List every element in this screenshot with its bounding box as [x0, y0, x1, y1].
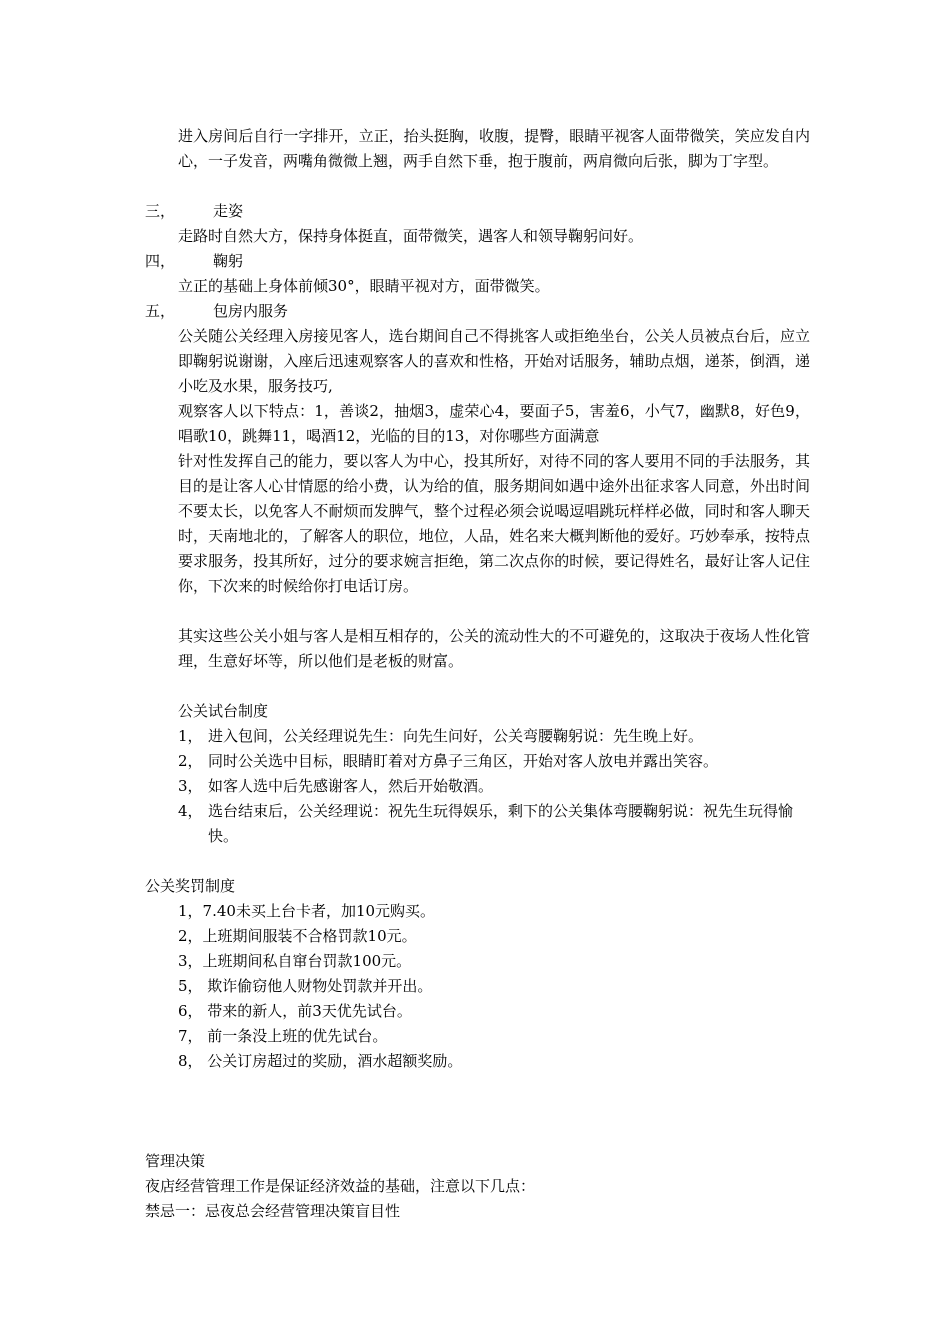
section-number: 五，: [145, 302, 176, 320]
item-number: 2，: [178, 752, 203, 770]
management-line-1: 夜店经营管理工作是保证经济效益的基础，注意以下几点：: [145, 1177, 536, 1195]
list-item: [178, 799, 810, 849]
section-title: 走姿: [213, 202, 244, 220]
item-text: 选台结束后，公关经理说：祝先生玩得娱乐，剩下的公关集体弯腰鞠躬说：祝先生玩得愉快。: [208, 802, 794, 845]
item-number: 1，: [178, 727, 203, 745]
rewards-title: 公关奖罚制度: [145, 877, 236, 895]
list-item: [178, 749, 810, 774]
list-item: 6， 带来的新人，前3天优先试台。: [178, 1002, 412, 1020]
summary-paragraph: 其实这些公关小姐与客人是相互相存的，公关的流动性大的不可避免的，这取决于夜场人性化管理，生意好坏等，所以他们是老板的财富。: [178, 627, 810, 670]
list-item: [178, 774, 810, 799]
item-number: 4，: [178, 802, 203, 820]
item-text: 如客人选中后先感谢客人，然后开始敬酒。: [208, 777, 494, 795]
item-text: 同时公关选中目标，眼睛盯着对方鼻子三角区，开始对客人放电并露出笑容。: [208, 752, 719, 770]
walk-paragraph: 走路时自然大方，保持身体挺直，面带微笑，遇客人和领导鞠躬问好。: [178, 227, 644, 245]
section-heading-room-service: [145, 299, 545, 324]
service-paragraph-1: 公关随公关经理入房接见客人，选台期间自己不得挑客人或拒绝坐台，公关人员被点台后，应立即鞠躬说谢谢，入座后迅速观察客人的喜欢和性格，开始对话服务，辅助点烟，递茶，倒酒，递小吃及水果，服务技巧,: [178, 327, 810, 395]
list-item: 5， 欺诈偷窃他人财物处罚款并开出。: [178, 977, 433, 995]
intro-paragraph: 进入房间后自行一字排开，立正，抬头挺胸，收腹，提臀，眼睛平视客人面带微笑，笑应发自内心，一子发音，两嘴角微微上翘，两手自然下垂，抱于腹前，两肩微向后张，脚为丁字型。: [178, 127, 810, 170]
trial-list: [178, 724, 810, 849]
item-number: 3，: [178, 777, 203, 795]
item-text: 进入包间，公关经理说先生：向先生问好，公关弯腰鞠躬说：先生晚上好。: [208, 727, 704, 745]
list-item: 1，7.40未买上台卡者，加10元购买。: [178, 902, 436, 920]
list-item: [178, 724, 810, 749]
section-heading-walk: [145, 199, 545, 224]
section-number: 三，: [145, 202, 176, 220]
bow-paragraph: 立正的基础上身体前倾30°，眼睛平视对方，面带微笑。: [178, 277, 550, 295]
section-number: 四，: [145, 252, 176, 270]
rewards-list: [178, 899, 810, 1074]
list-item: 3，上班期间私自窜台罚款100元。: [178, 952, 412, 970]
trial-title: 公关试台制度: [178, 702, 269, 720]
list-item: 2，上班期间服装不合格罚款10元。: [178, 927, 417, 945]
management-line-2: 禁忌一：忌夜总会经营管理决策盲目性: [145, 1202, 401, 1220]
section-heading-bow: [145, 249, 545, 274]
list-item: 7， 前一条没上班的优先试台。: [178, 1027, 388, 1045]
section-title: 包房内服务: [213, 302, 289, 320]
list-item: 8， 公关订房超过的奖励，酒水超额奖励。: [178, 1052, 463, 1070]
service-paragraph-3: 针对性发挥自己的能力，要以客人为中心，投其所好，对待不同的客人要用不同的手法服务，其目的是让客人心甘情愿的给小费，认为给的值，服务期间如遇中途外出征求客人同意，外出时间不要太长，以免客人不耐烦而发脾气，整个过程必须会说喝逗唱跳玩样样必做，同时和客人聊天时，天南地北的，了解客人的职位，地位，人品，姓名来大概判断他的爱好。巧妙奉承，按特点要求服务，投其所好，过分的要求婉言拒绝，第二次点你的时候，要记得姓名，最好让客人记住你，下次来的时候给你打电话订房。: [178, 452, 810, 595]
section-title: 鞠躬: [213, 252, 244, 270]
service-paragraph-2: 观察客人以下特点：1，善谈2，抽烟3，虚荣心4，要面子5，害羞6，小气7，幽默8，好色9，唱歌10，跳舞11，喝酒12，光临的目的13，对你哪些方面满意: [178, 402, 810, 445]
management-title: 管理决策: [145, 1152, 206, 1170]
